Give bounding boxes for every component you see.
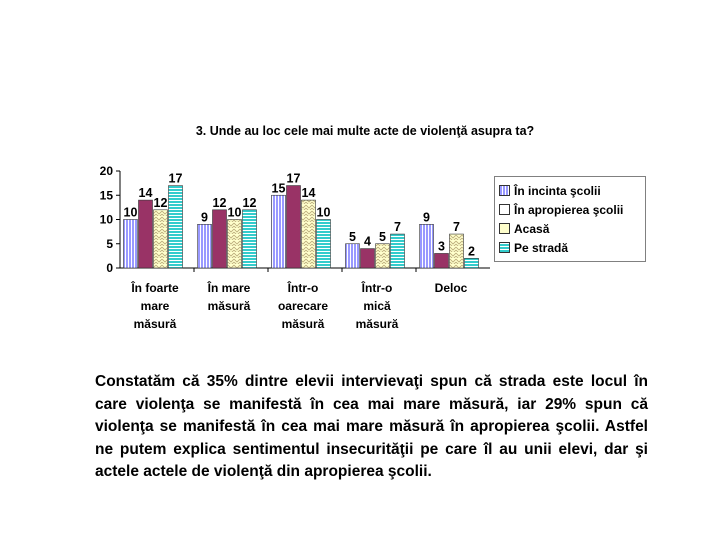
bar — [391, 234, 405, 268]
data-label: 7 — [453, 220, 460, 235]
x-tick-label: măsură — [207, 299, 251, 313]
legend-swatch — [499, 185, 510, 196]
legend-swatch — [499, 204, 510, 215]
legend-item — [499, 219, 645, 238]
legend-item — [499, 181, 645, 200]
data-label: 12 — [212, 195, 227, 210]
legend-swatch — [499, 242, 510, 253]
x-tick-label: măsură — [355, 317, 399, 331]
data-label: 10 — [123, 205, 138, 220]
bar — [361, 249, 375, 268]
bar — [346, 244, 360, 268]
x-tick-label: În foarte — [131, 281, 179, 295]
x-tick-label: mică — [363, 299, 391, 313]
data-label: 3 — [438, 239, 445, 254]
y-tick-label: 0 — [106, 261, 113, 275]
data-label: 2 — [468, 244, 475, 259]
data-label: 14 — [138, 186, 153, 201]
data-label: 15 — [271, 181, 286, 196]
x-tick-label: măsură — [281, 317, 325, 331]
bar — [213, 210, 227, 268]
legend-label: Acasă — [514, 221, 550, 236]
x-tick-label: Deloc — [434, 281, 468, 295]
legend-swatch — [499, 223, 510, 234]
data-label: 10 — [316, 205, 331, 220]
y-tick-label: 10 — [99, 212, 113, 227]
body-paragraph — [95, 371, 648, 484]
data-label: 17 — [286, 171, 301, 186]
data-label: 10 — [227, 205, 242, 220]
data-label: 12 — [153, 195, 168, 210]
bar — [420, 224, 434, 268]
bar — [317, 220, 331, 269]
bar — [376, 244, 390, 268]
data-label: 17 — [168, 171, 183, 186]
x-tick-label: oarecare — [277, 299, 329, 313]
bar — [243, 210, 257, 268]
data-label: 9 — [201, 210, 208, 225]
y-tick-label: 5 — [106, 236, 113, 251]
bar — [228, 220, 242, 269]
bar — [272, 195, 286, 268]
data-label: 5 — [349, 229, 356, 244]
legend-label: În incinta şcolii — [514, 183, 601, 198]
x-tick-label: măsură — [133, 317, 177, 331]
x-tick-label: Într-o — [287, 281, 319, 295]
x-tick-label: mare — [140, 299, 170, 313]
legend-item — [499, 200, 645, 219]
x-tick-label: În mare — [207, 281, 251, 295]
chart-title: 3. Unde au loc cele mai multe acte de violenţă asupra ta? — [195, 124, 535, 138]
data-label: 5 — [379, 229, 386, 244]
bar — [154, 210, 168, 268]
bar — [198, 224, 212, 268]
legend-label: În apropierea şcolii — [514, 202, 624, 217]
data-label: 14 — [301, 186, 316, 201]
bar — [139, 200, 153, 268]
legend-item — [499, 238, 645, 257]
paragraph-text: Constatăm că 35% dintre elevii intervievaţi spun că strada este locul în care violenţa se manifestă în cea mai mare măsură, iar 29% spun că violenţa se manifestă în cea mai mare măsură în apropierea şcolii. Astfel ne putem explica sentimentul insecurităţii pe care îl au unii elevi, dar şi actele actele de violenţă din apropierea şcolii. — [95, 373, 648, 481]
legend-label: Pe stradă — [514, 240, 569, 255]
data-label: 7 — [394, 220, 401, 235]
bar — [124, 220, 138, 269]
x-tick-label: Într-o — [361, 281, 393, 295]
bar — [287, 186, 301, 268]
y-tick-label: 15 — [99, 188, 113, 203]
y-tick-label: 20 — [99, 164, 113, 178]
bar — [169, 186, 183, 268]
chart-legend — [494, 176, 646, 262]
data-label: 12 — [242, 195, 257, 210]
bar — [302, 200, 316, 268]
data-label: 4 — [364, 234, 371, 249]
bar — [435, 253, 449, 268]
bar — [450, 234, 464, 268]
bar — [465, 258, 479, 268]
data-label: 9 — [423, 210, 430, 225]
